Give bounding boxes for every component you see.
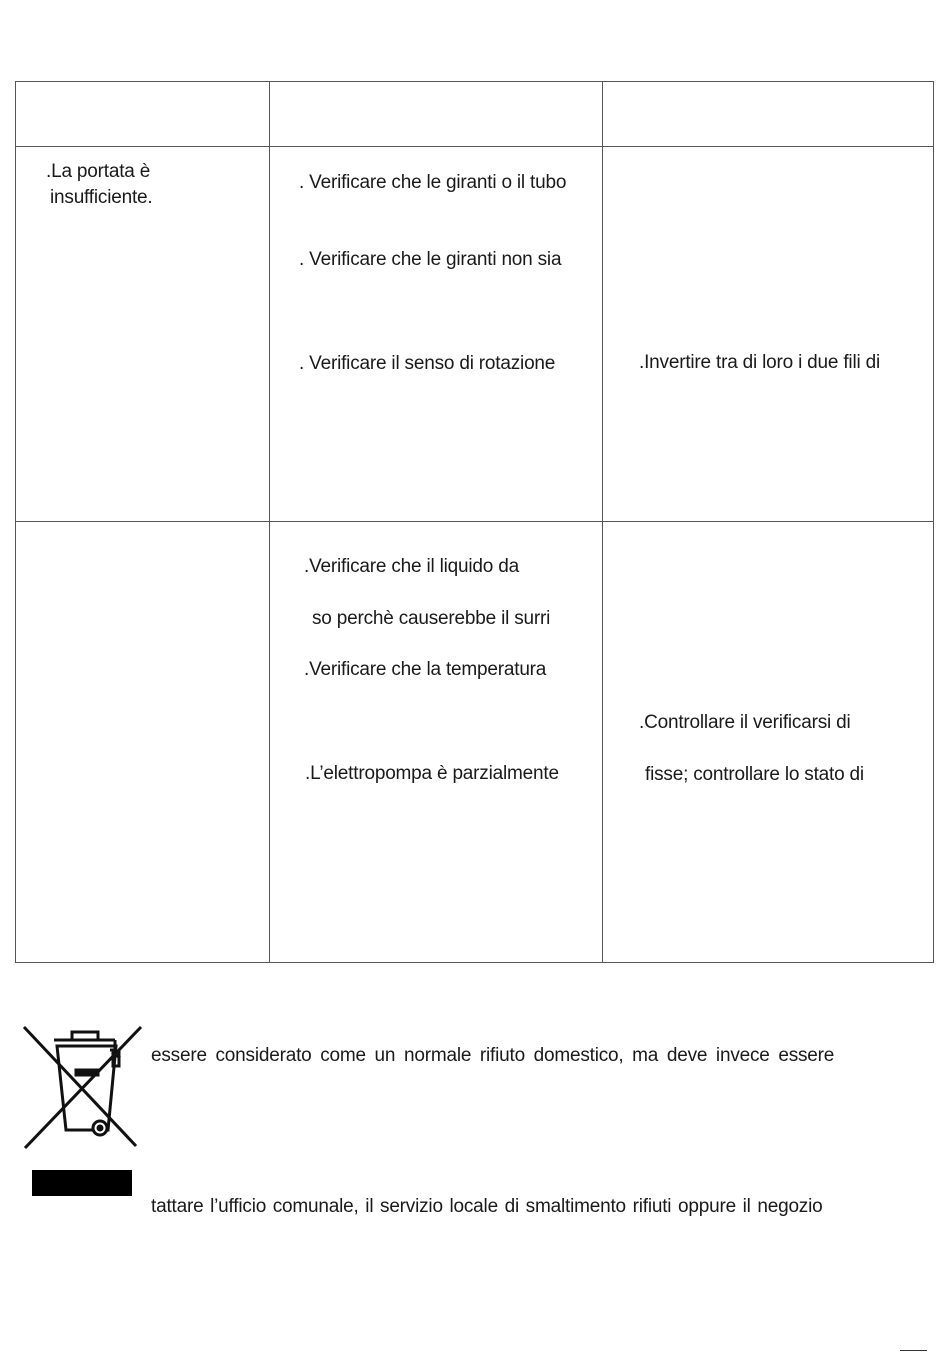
table-row-divider	[15, 521, 934, 522]
remedy-line: .Controllare il verificarsi di	[639, 712, 851, 733]
page-number-mark	[900, 1350, 927, 1351]
disposal-text-line-1: essere considerato come un normale rifiuto domestico, ma deve invece essere	[151, 1045, 835, 1066]
remedy-line: fisse; controllare lo stato di	[645, 764, 864, 785]
check-line: .Verificare che la temperatura	[304, 659, 547, 680]
remedy-line: .Invertire tra di loro i due fili di	[639, 352, 880, 373]
table-border-right	[933, 81, 934, 963]
problem-line-2: insufficiente.	[50, 187, 153, 208]
problem-line-1: .La portata è	[46, 161, 151, 182]
check-line: . Verificare che le giranti non sia	[299, 249, 562, 270]
table-border-top	[15, 81, 934, 82]
check-line: so perchè causerebbe il surri	[312, 608, 551, 629]
table-column-divider-2	[602, 81, 603, 963]
check-line: .L’elettropompa è parzialmente	[305, 763, 559, 784]
check-line: . Verificare che le giranti o il tubo	[299, 172, 567, 193]
disposal-text-line-2: tattare l’ufficio comunale, il servizio locale di smaltimento rifiuti oppure il negozio	[151, 1196, 823, 1217]
crossed-out-wheelie-bin-icon	[20, 1022, 144, 1202]
check-line: .Verificare che il liquido da	[304, 556, 519, 577]
check-line: . Verificare il senso di rotazione	[299, 353, 556, 374]
table-column-divider-1	[269, 81, 270, 963]
table-header-divider	[15, 146, 934, 147]
table-border-bottom	[15, 962, 934, 963]
table-border-left	[15, 81, 16, 963]
troubleshooting-table	[15, 81, 934, 963]
